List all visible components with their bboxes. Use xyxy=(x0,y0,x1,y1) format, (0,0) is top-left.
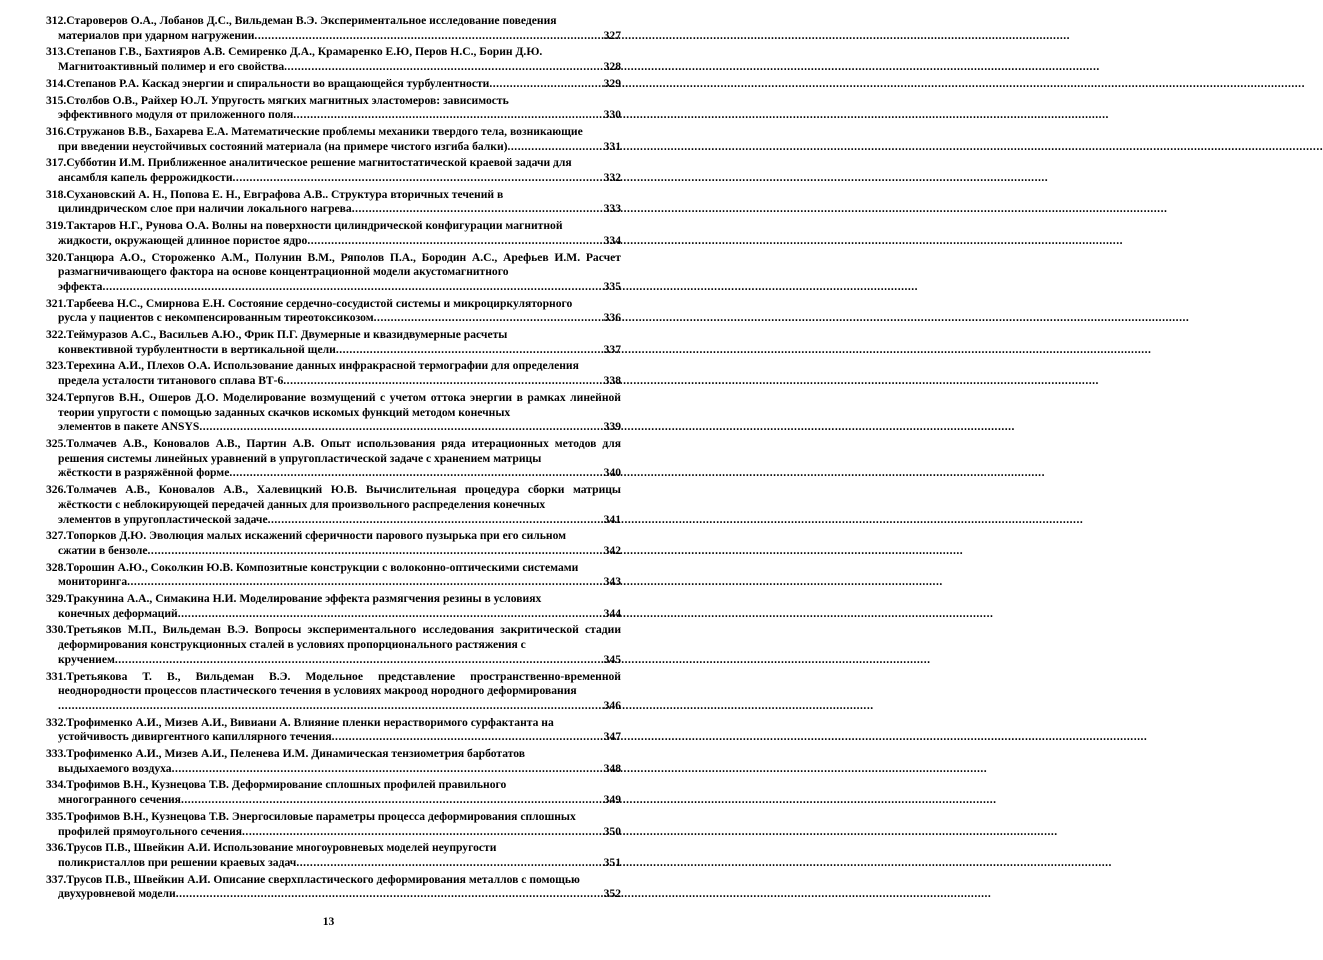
toc-entry-page: 338 xyxy=(603,374,621,388)
dot-leader xyxy=(172,762,603,777)
toc-entry-title: 317.Субботин И.М. Приближенное аналитическое решение магнитостатической краевой задачи для xyxy=(46,156,572,170)
toc-entry-page: 330 xyxy=(603,108,621,122)
toc-entry-title-end: элементов в пакете ANSYS xyxy=(58,420,200,434)
dot-leader xyxy=(508,140,603,155)
toc-entry-leader-line xyxy=(46,311,621,326)
toc-entry xyxy=(46,483,621,527)
toc-entry-title: 334.Трофимов В.Н., Кузнецова Т.В. Деформирование сплошных профилей правильного xyxy=(46,778,507,792)
toc-entry-leader-line xyxy=(46,343,621,358)
toc-entry-page: 337 xyxy=(603,342,621,356)
toc-entry-title-end: многогранного сечения xyxy=(58,793,181,807)
toc-entry-title-end: предела усталости титанового сплава ВТ-6 xyxy=(58,374,284,388)
toc-entry-title-end: устойчивость дивиргентного капиллярного течения xyxy=(58,730,332,744)
toc-entry-title-end: цилиндрическом слое при наличии локального нагрева xyxy=(58,202,352,216)
toc-entry-title: 316.Стружанов В.В., Бахарева Е.А. Математические проблемы механики твердого тела, возникающие xyxy=(46,124,583,138)
toc-entry-leader-line xyxy=(46,887,621,902)
toc-entry-leader-line xyxy=(46,234,621,249)
toc-entry-title: 325.Толмачев А.В., Коновалов А.В., Партин А.В. Опыт использования ряда итерационных методов для решения системы линейных уравнений в упругопластической задаче с хранением матрицы xyxy=(46,436,621,465)
toc-entry-title: 329.Тракунина А.А., Симакина Н.И. Моделирование эффекта размягчения резины в условиях xyxy=(46,592,542,606)
toc-entry-title-end: сжатии в бензоле xyxy=(58,543,148,557)
toc-entry xyxy=(46,623,621,667)
toc-entry-title: 333.Трофименко А.И., Мизев А.И., Пеленева И.М. Динамическая тензиометрия барботатов xyxy=(46,747,526,761)
toc-entry xyxy=(46,670,621,714)
toc-entry-title: 322.Теймуразов А.С., Васильев А.Ю., Фрик П.Г. Двумерные и квазидвумерные расчеты xyxy=(46,328,508,342)
toc-entry-leader-line xyxy=(46,699,621,714)
toc-entry-title: 321.Тарбеева Н.С., Смирнова Е.Н. Состояние сердечно-сосудистой системы и микроциркуляторного xyxy=(46,296,573,310)
toc-entry xyxy=(46,94,621,123)
dot-leader xyxy=(148,544,603,559)
toc-entry xyxy=(46,810,621,839)
toc-entry-leader-line xyxy=(46,607,621,622)
toc-entry-page: 344 xyxy=(603,606,621,620)
toc-entry-leader-line xyxy=(46,544,621,559)
dot-leader xyxy=(58,699,603,714)
toc-entry-page: 343 xyxy=(603,575,621,589)
toc-entry xyxy=(46,45,621,74)
toc-entry-leader-line xyxy=(46,60,621,75)
toc-entry-page: 327 xyxy=(603,28,621,42)
toc-entry-page: 341 xyxy=(603,512,621,526)
dot-leader xyxy=(199,420,602,435)
toc-entry xyxy=(46,778,621,807)
page-number: 13 xyxy=(322,915,335,928)
toc-entry-page: 329 xyxy=(603,76,621,90)
dot-leader xyxy=(254,29,602,44)
toc-entry xyxy=(46,841,621,870)
toc-entry xyxy=(46,77,621,92)
toc-entry xyxy=(46,391,621,435)
toc-entry-page: 332 xyxy=(603,171,621,185)
toc-entry-leader-line xyxy=(46,466,621,481)
toc-entry-leader-line xyxy=(46,856,621,871)
toc-entry-leader-line xyxy=(46,762,621,777)
toc-entry xyxy=(46,156,621,185)
toc-entry-title-end: жидкости, окружающей длинное пористое ядро xyxy=(58,233,308,247)
toc-entry-title: 327.Топорков Д.Ю. Эволюция малых искажений сферичности парового пузырька при его сильном xyxy=(46,529,567,543)
toc-entry-title: 324.Терпугов В.Н., Ошеров Д.О. Моделирование возмущений с учетом оттока энергии в рамках линейной теории упругости с помощью заданных скачков искомых функций методом конечных xyxy=(46,390,621,419)
toc-entry-title-end: конвективной турбулентности в вертикальной щели xyxy=(58,342,336,356)
toc-entry-page: 349 xyxy=(603,793,621,807)
dot-leader xyxy=(233,171,603,186)
dot-leader xyxy=(489,77,602,92)
toc-entry-page: 346 xyxy=(603,698,621,712)
toc-entry-title-end: Магнитоактивный полимер и его свойства xyxy=(58,60,285,74)
toc-entry-title-end: конечных деформаций xyxy=(58,606,178,620)
toc-entry-title: 332.Трофименко А.И., Мизев А.И., Вивиани А. Влияние пленки нерастворимого сурфактанта на xyxy=(46,715,554,729)
toc-entry-title: 312.Староверов О.А., Лобанов Д.С., Вильдеман В.Э. Экспериментальное исследование поведения xyxy=(46,14,557,27)
dot-leader xyxy=(374,311,603,326)
dot-leader xyxy=(293,108,602,123)
dot-leader xyxy=(352,202,603,217)
toc-entry-title: 337.Трусов П.В., Швейкин А.И. Описание сверхпластического деформирования металлов с помощью xyxy=(46,872,580,886)
toc-entry xyxy=(46,716,621,745)
toc-entry-title: 319.Тактаров Н.Г., Рунова О.А. Волны на поверхности цилиндрической конфигурации магнитной xyxy=(46,219,563,233)
dot-leader xyxy=(115,653,603,668)
dot-leader xyxy=(127,575,602,590)
toc-entry-title-end: двухуровневой модели xyxy=(58,887,176,901)
toc-entry-title-end: поликристаллов при решении краевых задач xyxy=(58,855,297,869)
toc-entry-page: 345 xyxy=(603,652,621,666)
toc-entry-title: 318.Сухановский А. Н., Попова Е. Н., Евграфова А.В.. Структура вторичных течений в xyxy=(46,187,504,201)
dot-leader xyxy=(307,234,602,249)
dot-leader xyxy=(229,466,602,481)
toc-entry-page: 347 xyxy=(603,730,621,744)
dot-leader xyxy=(296,856,602,871)
toc-entry-leader-line xyxy=(46,171,621,186)
toc-entry-page: 342 xyxy=(603,543,621,557)
toc-entry-leader-line xyxy=(46,575,621,590)
toc-entry-page: 335 xyxy=(603,279,621,293)
toc-entry xyxy=(46,125,621,154)
toc-entry-leader-line xyxy=(46,825,621,840)
toc-entry-title: 315.Столбов О.В., Райхер Ю.Л. Упругость мягких магнитных эластомеров: зависимость xyxy=(46,93,509,107)
toc-entry xyxy=(46,747,621,776)
toc-entry xyxy=(46,561,621,590)
toc-entry-title: 335.Трофимов В.Н., Кузнецова Т.В. Энергосиловые параметры процесса деформирования сплошных xyxy=(46,809,576,823)
toc-entry-page: 351 xyxy=(603,855,621,869)
dot-leader xyxy=(242,825,603,840)
toc-entry-title: 320.Танцюра А.О., Стороженко А.М., Полунин В.М., Ряполов П.А., Бородин А.С., Арефьев И.М. Расчет размагничивающего фактора на основе концентрационной модели акустомагнитного xyxy=(46,250,621,279)
toc-entry-title-end: жёсткости в разряжённой форме xyxy=(58,466,230,480)
toc-entry-page: 331 xyxy=(603,139,621,153)
dot-leader xyxy=(332,730,603,745)
toc-entry-title-end: эффекта xyxy=(58,279,103,293)
toc-entry-title: 328.Торошин А.Ю., Соколкин Ю.В. Композитные конструкции с волоконно-оптическими системами xyxy=(46,560,579,574)
toc-entry-leader-line xyxy=(46,653,621,668)
toc-entry-page: 348 xyxy=(603,761,621,775)
toc-entry xyxy=(46,219,621,248)
toc-entry-title-end: 314.Степанов Р.А. Каскад энергии и спиральности во вращающейся турбулентности xyxy=(46,76,490,90)
toc-entry xyxy=(46,14,621,43)
toc-entry-title: 323.Терехина А.И., Плехов О.А. Использование данных инфракрасной термографии для определения xyxy=(46,359,579,373)
dot-leader xyxy=(283,374,602,389)
toc-entry xyxy=(46,437,621,481)
toc-entry xyxy=(46,529,621,558)
toc-entry-page: 350 xyxy=(603,824,621,838)
toc-entry-title-end: эффективного модуля от приложенного поля xyxy=(58,108,294,122)
toc-entry-leader-line xyxy=(46,420,621,435)
toc-entry-leader-line xyxy=(46,374,621,389)
toc-entry-page: 352 xyxy=(603,887,621,901)
document-page xyxy=(0,0,657,960)
toc-entry-title-end: мониторинга xyxy=(58,575,128,589)
toc-entry-title: 313.Степанов Г.В., Бахтияров А.В. Семиренко Д.А., Крамаренко Е.Ю, Перов Н.С., Борин Д.Ю. xyxy=(46,45,543,59)
toc-entry-title: 330.Третьяков М.П., Вильдеман В.Э. Вопросы экспериментального исследования закритической стадии деформирования конструкционных сталей в условиях пропорционального растяжения с xyxy=(46,623,621,652)
toc-entry-title-end: элементов в упругопластической задаче xyxy=(58,512,268,526)
toc-entry-title: 326.Толмачев А.В., Коновалов А.В., Халевицкий Ю.В. Вычислительная процедура сборки матрицы жёсткости с неблокирующей передачей данных для произвольного распределения конечных xyxy=(46,483,621,511)
toc-entry-leader-line xyxy=(46,730,621,745)
toc-entry-leader-line xyxy=(46,108,621,123)
toc-entry xyxy=(46,297,621,326)
toc-entry-title-end: выдыхаемого воздуха xyxy=(58,761,172,775)
toc-entry-title-end: профилей прямоугольного сечения xyxy=(58,824,243,838)
toc-entry-page: 333 xyxy=(603,202,621,216)
toc-entry-page: 334 xyxy=(603,233,621,247)
toc-entry-leader-line xyxy=(46,29,621,44)
toc-entry-title: 336.Трусов П.В., Швейкин А.И. Использование многоуровневых моделей неупругости xyxy=(46,841,497,855)
dot-leader xyxy=(176,887,603,902)
dot-leader xyxy=(336,343,603,358)
toc-entry-page: 336 xyxy=(603,311,621,325)
toc-entry xyxy=(46,251,621,295)
dot-leader xyxy=(181,793,603,808)
toc-entry-leader-line xyxy=(46,513,621,528)
toc-entry xyxy=(46,873,621,902)
toc-entry-title-end: при введении неустойчивых состояний материала (на примере чистого изгиба балки) xyxy=(58,139,508,153)
table-of-contents xyxy=(46,14,621,904)
toc-entry-page: 328 xyxy=(603,60,621,74)
toc-entry xyxy=(46,188,621,217)
toc-entry-title-end: материалов при ударном нагружении xyxy=(58,28,255,42)
dot-leader xyxy=(102,280,602,295)
toc-entry-leader-line xyxy=(46,202,621,217)
toc-entry-page: 340 xyxy=(603,466,621,480)
dot-leader xyxy=(284,60,602,75)
dot-leader xyxy=(178,607,603,622)
toc-entry-leader-line xyxy=(46,140,621,155)
toc-entry-leader-line xyxy=(46,280,621,295)
toc-entry-title: 331.Третьякова Т. В., Вильдеман В.Э. Модельное представление пространственно-временной неоднородности процессов пластического течения в условиях макроод нородного деформирования xyxy=(46,669,621,698)
toc-entry-title-end: ансамбля капель феррожидкости xyxy=(58,171,233,185)
dot-leader xyxy=(268,513,603,528)
toc-entry xyxy=(46,328,621,357)
toc-entry-leader-line xyxy=(46,77,621,92)
toc-entry-title-end: кручением xyxy=(58,652,115,666)
toc-entry-title-end: русла у пациентов с некомпенсированным тиреотоксикозом xyxy=(58,311,374,325)
toc-entry xyxy=(46,359,621,388)
toc-entry-page: 339 xyxy=(603,420,621,434)
toc-entry-leader-line xyxy=(46,793,621,808)
toc-entry xyxy=(46,592,621,621)
